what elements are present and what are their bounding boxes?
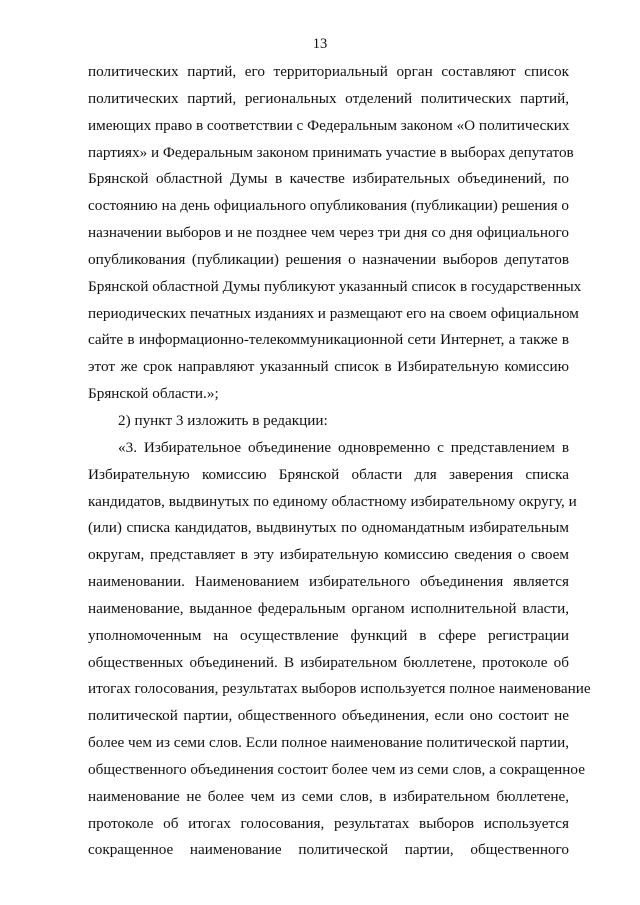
text-line: (или) списка кандидатов, выдвинутых по одномандатным избирательным (88, 519, 569, 537)
text-line: политической партии, общественного объединения, если оно состоит не (88, 707, 569, 725)
text-line: наименование не более чем из семи слов, в избирательном бюллетене, (88, 787, 569, 805)
text-line: периодических печатных изданиях и размещают его на своем официальном (88, 304, 579, 322)
text-line: наименование, выданное федеральным органом исполнительной власти, (88, 599, 569, 617)
text-line: этот же срок направляют указанный список в Избирательную комиссию (88, 358, 569, 376)
text-line: Брянской областной Думы в качестве избирательных объединений, по (88, 170, 569, 188)
text-line: общественного объединения состоит более чем из семи слов, а сокращенное (88, 760, 585, 778)
text-line: «3. Избирательное объединение одновременно с представлением в (118, 438, 569, 456)
text-line: политических партий, региональных отделений политических партий, (88, 89, 569, 107)
text-line: назначении выборов и не позднее чем через три дня со дня официального (88, 224, 569, 242)
text-line: протоколе об итогах голосования, результатах выборов используется (88, 814, 569, 832)
text-line: более чем из семи слов. Если полное наименование политической партии, (88, 734, 569, 752)
text-line: округам, представляет в эту избирательную комиссию сведения о своем (88, 546, 569, 564)
text-line: наименовании. Наименованием избирательного объединения является (88, 573, 569, 591)
text-line: итогах голосования, результатах выборов используется полное наименование (88, 680, 591, 698)
text-line: 2) пункт 3 изложить в редакции: (118, 411, 328, 429)
text-line: общественных объединений. В избирательном бюллетене, протоколе об (88, 653, 569, 671)
text-line: имеющих право в соответствии с Федеральным законом «О политических (88, 116, 570, 134)
text-line: состоянию на день официального опубликования (публикации) решения о (88, 197, 570, 215)
text-line: уполномоченным на осуществление функций в сфере регистрации (88, 626, 569, 644)
text-line: Избирательную комиссию Брянской области для заверения списка (88, 465, 569, 483)
text-line: Брянской области.»; (88, 385, 219, 403)
text-line: Брянской областной Думы публикуют указанный список в государственных (88, 277, 582, 295)
text-line: политических партий, его территориальный орган составляют список (88, 63, 569, 80)
document-body (88, 59, 591, 864)
text-line: кандидатов, выдвинутых по единому областному избирательному округу, и (88, 492, 577, 510)
text-line: партиях» и Федеральным законом принимать участие в выборах депутатов (88, 143, 574, 161)
text-line: сайте в информационно-телекоммуникационной сети Интернет, а также в (88, 331, 569, 349)
page-number: 13 (312, 36, 328, 52)
text-line: опубликования (публикации) решения о назначении выборов депутатов (88, 250, 569, 268)
text-line: сокращенное наименование политической партии, общественного (88, 841, 569, 859)
